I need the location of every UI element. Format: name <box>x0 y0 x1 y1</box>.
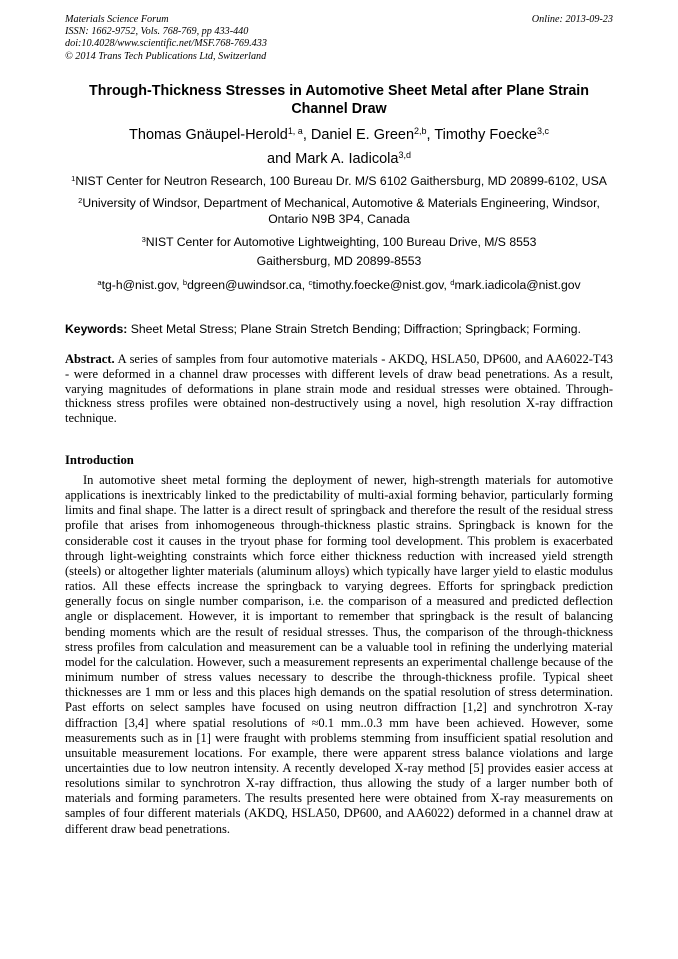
keywords <box>65 322 613 337</box>
doi-line: doi:10.4028/www.scientific.net/MSF.768-769.433 <box>65 38 267 50</box>
email-link[interactable]: timothy.foecke@nist.gov <box>312 278 444 292</box>
online-date: Online: 2013-09-23 <box>531 14 613 25</box>
publication-info <box>65 14 613 63</box>
author-list: Thomas Gnäupel-Herold$^{1, a}$, Daniel E. Green$^{2,b}$, Timothy Foecke$^{3,c}$ and Mark A. Iadicola$^{3,d}$ <box>129 126 549 167</box>
email-link[interactable]: tg-h@nist.gov <box>101 278 177 292</box>
paper-title: Through-Thickness Stresses in Automotive Sheet Metal after Plane Strain Channel Draw <box>89 83 589 117</box>
issn-line: ISSN: 1662-9752, Vols. 768-769, pp 433-440 <box>65 26 249 38</box>
affiliation-3: $^3$NIST Center for Automotive Lightweighting, 100 Bureau Drive, M/S 8553 Gaithersburg, MD 20899-8553 <box>141 234 537 268</box>
abstract-text: A series of samples from four automotive materials - AKDQ, HSLA50, DP600, and AA6022-T43 - were deformed in a channel draw processes with different levels of draw bead penetrations. As a result, varying magnitudes of deformations in plane strain mode and residual stresses were obtained. Through-thickness stress profiles were obtained non-destructively using a novel, high resolution X-ray diffraction technique. <box>65 352 613 426</box>
section-heading: Introduction <box>65 453 134 467</box>
keywords-text: Sheet Metal Stress; Plane Strain Stretch Bending; Diffraction; Springback; Forming. <box>130 322 581 336</box>
email-list: $^a$tg-h@nist.gov, $^b$dgreen@uwindsor.ca, $^c$timothy.foecke@nist.gov, $^d$mark.iadicola@nist.gov <box>97 277 581 292</box>
introduction-paragraph: In automotive sheet metal forming the deployment of newer, high-strength materials for automotive applications is inextricably linked to the predictability of multi-axial forming behavior, particularly forming limits and final shape. The latter is a direct result of springback and therefore the result of the residual stress profile that arises from inhomogeneous through-thickness plastic strains. Springback is known for the considerable cost it causes in the tryout phase for forming tool development. This problem is exacerbated through light-weighting constraints which force either thickness reduction with increased yield strength (steels) or altogether lighter materials (aluminum alloys) which typically have larger yield to elastic modulus ratios. All these effects increase the springback to varying degrees. Efforts for springback prediction generally focus on single number comparison, i.e. the comparison of a measured and predicted deflection angle or displacement. However, it is important to remember that springback is the result of balancing bending moments which are the result of residual stresses. Thus, the comparison of the through-thickness stress profiles from calculation and measurement can be a valuable tool in refining the underlying material model for the calculation. However, such a measurement represents an experimental challenge because of the minimum number of stress values necessary to describe the through-thickness profile. Typical sheet thicknesses are 1 mm or less and this places high demands on the spatial resolution of stress determination. Past efforts on select samples have focused on using neutron diffraction [1,2] and synchrotron X-ray diffraction [3,4] where spatial resolutions of ≈0.1 mm..0.3 mm have been achieved. However, some measurements such as in [1] were fraught with problems stemming from insufficient spatial resolution and unsuitable measurement locations. For example, there were apparent stress balance violations and large uncertainties due to low neutron intensity. A recently developed X-ray method [5] provides easier access at resolutions similar to synchrotron X-ray diffraction, thus allowing the study of a larger number both of materials and forming parameters. The results presented here were obtained from X-ray measurements on samples of four different materials (AKDQ, HSLA50, DP600, and AA6022) deformed in a channel draw at different draw bead penetrations. <box>65 473 613 836</box>
affiliation-1: $^1$NIST Center for Neutron Research, 100 Bureau Dr. M/S 6102 Gaithersburg, MD 20899-6102, USA <box>71 173 607 188</box>
affiliation-2: $^2$University of Windsor, Department of Mechanical, Automotive & Materials Engineering, Windsor, Ontario N9B 3P4, Canada <box>78 195 600 226</box>
author: Thomas Gnäupel-Herold$^{1, a}$ <box>129 126 303 143</box>
email-link[interactable]: dgreen@uwindsor.ca <box>187 278 302 292</box>
email-link[interactable]: mark.iadicola@nist.gov <box>454 278 581 292</box>
author: Daniel E. Green$^{2,b}$ <box>310 126 427 143</box>
affiliations <box>62 173 616 293</box>
keywords-label: Keywords: <box>65 322 128 336</box>
author: and Mark A. Iadicola$^{3,d}$ <box>267 150 411 167</box>
running-header <box>65 14 613 63</box>
abstract-label: Abstract. <box>65 352 115 366</box>
author: Timothy Foecke$^{3,c}$ <box>434 126 549 143</box>
journal-name: Materials Science Forum <box>65 14 169 25</box>
abstract <box>65 352 613 426</box>
copyright-line: © 2014 Trans Tech Publications Ltd, Switzerland <box>65 50 267 62</box>
